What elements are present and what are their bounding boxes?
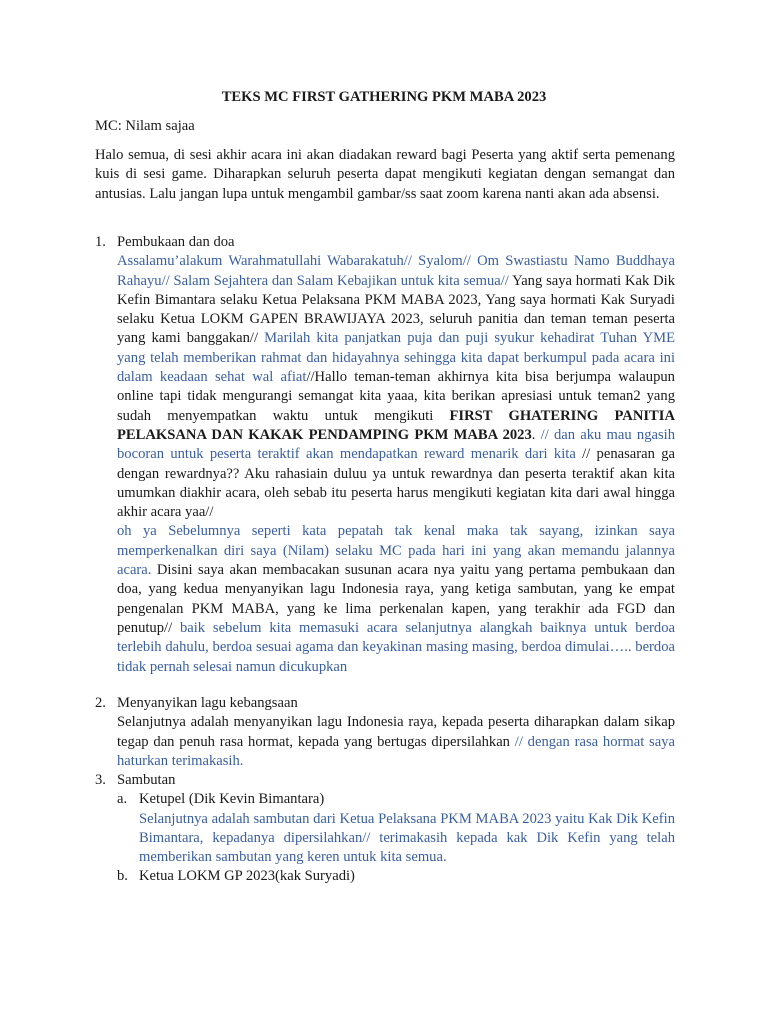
mc-introduction-text: oh ya Sebelumnya seperti kata pepatah tak kenal maka tak sayang, izinkan saya memperkenalkan diri saya (Nilam) selaku MC pada hari ini yang akan memandu jalannya acara. [117,523,675,579]
section-opening-prayer [95,233,675,677]
gratitude-text: Marilah kita panjatkan puja dan puji syukur kehadirat Tuhan YME yang telah memberikan rahmat dan hidayahnya sehingga kita dapat berkumpul pada acara ini dalam keadaan sehat wal afiat [117,330,676,386]
section-number: 3. [95,772,106,788]
document-title: TEKS MC FIRST GATHERING PKM MABA 2023 [221,89,547,105]
section-body [117,713,675,771]
section-number: 1. [95,234,106,250]
prayer-text: baik sebelum kita memasuki acara selanjutnya alangkah baiknya untuk berdoa terlebih dahulu, berdoa sesuai agama dan keyakinan masing masing, berdoa dimulai….. berdoa tidak pernah selesai namun dicukupkan [117,619,675,675]
section-number: 2. [95,695,106,711]
anthem-thanks-text: // dengan rasa hormat saya haturkan terimakasih. [117,733,675,769]
sub-item-letter: a. [117,791,128,808]
sub-item-heading: Ketupel (Dik Kevin Bimantara) [139,791,325,808]
agenda-text: Disini saya akan membacakan susunan acara nya yaitu yang pertama pembukaan dan doa, yang kedua menyanyikan lagu Indonesia raya, yang ketiga sambutan, yang ke empat pengenalan PKM MABA, yang ke lima perkenalan kapen, yang terakhir ada FGD dan penutup// [117,562,675,636]
section-heading: Pembukaan dan doa [117,234,235,250]
section-heading: Menyanyikan lagu kebangsaan [117,695,298,711]
welcome-text: //Hallo teman-teman akhirnya kita bisa berjumpa walaupun online tapi tidak mengurangi semangat kita yaaa, kita berikan apresiasi untuk teman2 yang sudah menyempatkan waktu untuk mengikuti [117,369,675,424]
sub-item-letter: b. [117,868,128,885]
section-national-anthem [95,694,675,771]
section-heading: Sambutan [117,772,176,788]
sub-item-body: Selanjutnya adalah sambutan dari Ketua Pelaksana PKM MABA 2023 yaitu Kak Dik Kefin Bimantara, kepadanya dipersilahkan// terimakasih kepada kak Dik Kefin yang telah memberikan sambutan yang keren untuk kita semua. [139,810,675,866]
section-body [117,252,675,677]
greeting-text: Assalamu’alakum Warahmatullahi Wabarakatuh// Syalom// Om Swastiastu Namo Buddhaya Rahayu// Salam Sejahtera dan Salam Kebajikan untuk kita semua// [117,253,675,289]
anthem-text: Selanjutnya adalah menyanyikan lagu Indonesia raya, kepada peserta diharapkan dalam sikap tegap dan penuh rasa hormat, kepada yang bertugas dipersilahkan [117,714,675,750]
respect-text: Yang saya hormati Kak Dik Kefin Bimantara selaku Ketua Pelaksana PKM MABA 2023, Yang saya hormati Kak Suryadi selaku Ketua LOKM GAPEN BRAWIJAYA 2023, seluruh panitia dan teman teman peserta yang kami banggakan// [117,272,675,347]
period-text: . [531,426,536,443]
mc-name-line: MC: Nilam sajaa [95,118,195,134]
section-speeches [95,771,675,887]
sub-item-ketupel [117,790,675,867]
event-name-bold: FIRST GHATERING PANITIA PELAKSANA DAN KAKAK PENDAMPING PKM MABA 2023 [117,407,676,443]
sub-item-ketua-lokm [117,867,675,886]
sub-item-heading: Ketua LOKM GP 2023(kak Suryadi) [139,868,355,885]
reward-secret-text: // penasaran ga dengan rewardnya?? Aku rahasiain duluu ya untuk rewardnya dan peserta teraktif akan kita umumkan diakhir acara, oleh sebab itu peserta harus mengikuti kegiatan kita dari awal hingga akhir acara yaa// [117,446,675,521]
reward-hint-text: // dan aku mau ngasih bocoran untuk peserta teraktif akan mendapatkan reward menarik dari kita [117,426,675,463]
intro-paragraph: Halo semua, di sesi akhir acara ini akan diadakan reward bagi Peserta yang aktif serta pemenang kuis di sesi game. Diharapkan seluruh peserta dapat mengikuti kegiatan dengan semangat dan antusias. Lalu jangan lupa untuk mengambil gambar/ss saat zoom karena nanti akan ada absensi. [95,147,675,202]
